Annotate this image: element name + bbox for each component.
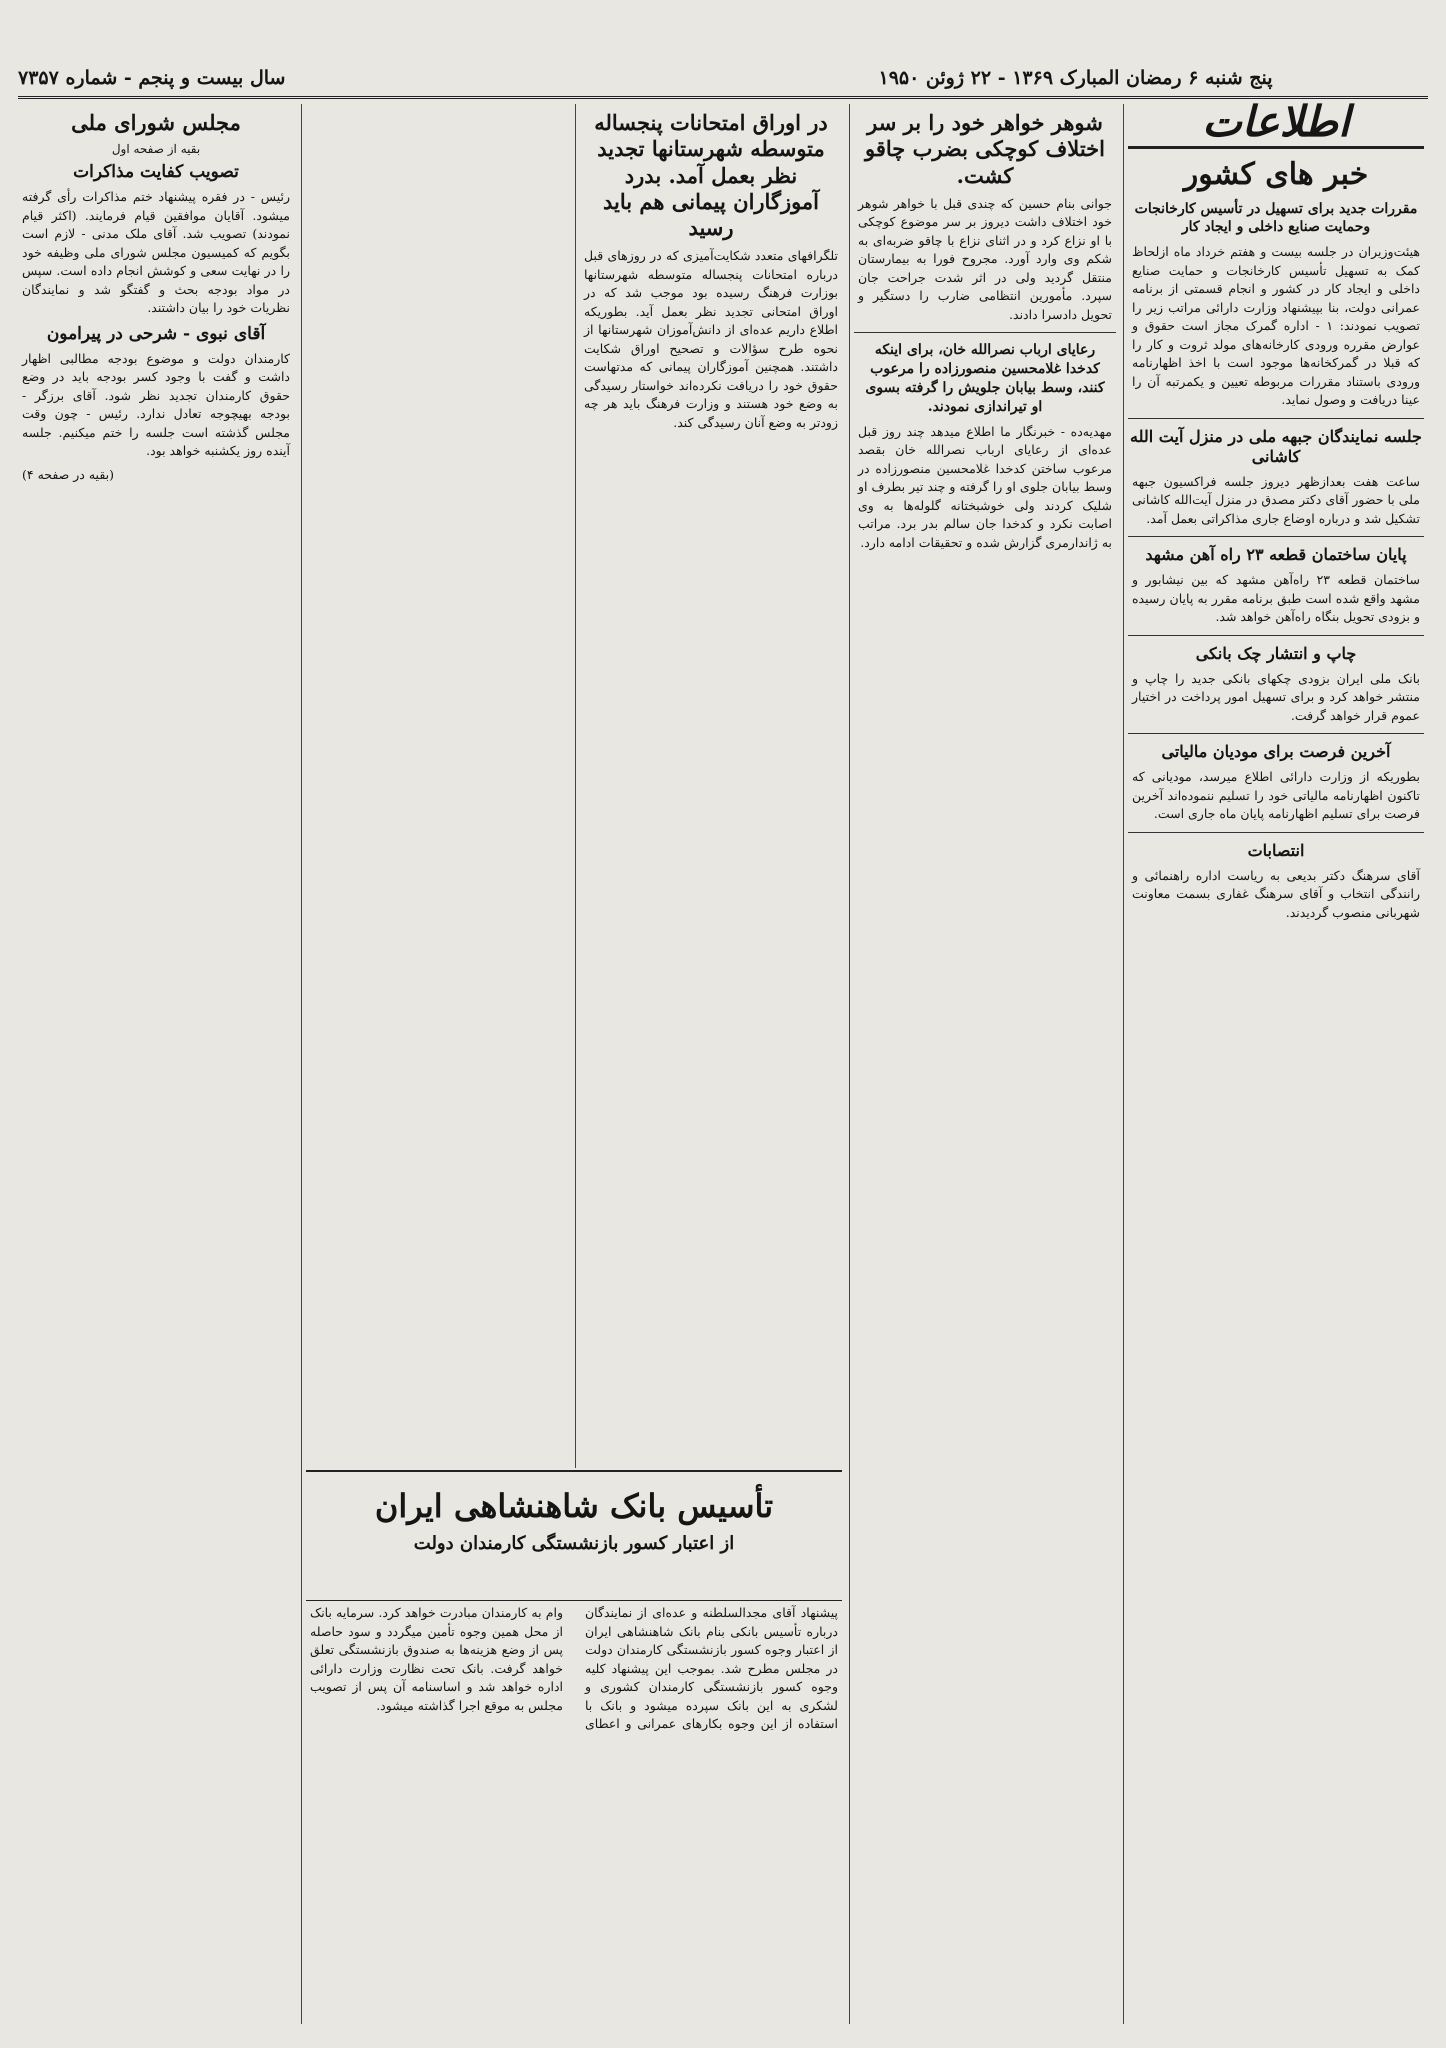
banner-bank — [306, 1470, 842, 1601]
divider — [1128, 832, 1424, 833]
article-factories: هیئت‌وزیران در جلسه بیست و هفتم خرداد ماه ازلحاظ کمک به تسهیل تأسیس کارخانجات و حمایت صنایع داخلی و ایجاد کار در کشور و انجام قسمتی از برنامه عمرانی دولت، بنا بپیشنهاد وزارت دارائی مراتب زیر را تصویب نمودند: ۱ - اداره گمرک مجاز است حقوق و عوارض مقرره ورودی کارخانه‌های مولد ثروت و کار را که قبلا در گمرکخانه‌ها موجود است با اخذ اظهارنامه ورودی باستناد مقررات مربوطه تعیین و یکمرتبه آن را عینا دریافت و وصول نماید. — [1132, 244, 1420, 408]
masthead — [1128, 96, 1424, 149]
column-rule — [849, 104, 850, 2024]
headline-national-front: جلسه نمایندگان جبهه ملی در منزل آیت الله کاشانی — [1130, 426, 1422, 466]
subheadline-imperial-bank: از اعتبار کسور بازنشستگی کارمندان دولت — [413, 1533, 735, 1554]
article-parliament-cont: کارمندان دولت و موضوع بودجه مطالبی اظهار داشت و گفت با وجود کسر بودجه باید در وضع حقوق کارمندان تجدید نظر شود. آقای برزگر - بودجه بهیچوجه تعادل ندارد. رئیس - چون وقت مجلس گذشته است جلسه را ختم میکنیم. جلسه آینده روز یکشنبه خواهد بود. — [22, 350, 290, 459]
continued-note: بقیه از صفحه اول — [111, 142, 201, 157]
headline-village-shooting: رعایای ارباب نصرالله خان، برای اینکه کدخدا غلامحسین منصورزاده را مرعوب کنند، وسط بیابان جلویش را گرفته بسوی او تیراندازی نمودند. — [865, 342, 1105, 415]
divider — [854, 332, 1116, 333]
article-appointments: آقای سرهنگ دکتر بدیعی به ریاست اداره راهنمائی و رانندگی انتخاب و آقای سرهنگ غفاری بسمت معاونت شهربانی منصوب گردیدند. — [1132, 867, 1420, 920]
column-rule — [301, 104, 302, 2024]
headline-knife-murder: شوهر خواهر خود را بر سر اختلاف کوچکی بضرب چاقو کشت. — [865, 110, 1105, 188]
divider — [1128, 733, 1424, 734]
article-parliament: رئیس - در فقره پیشنهاد ختم مذاکرات رأی گرفته میشود. آقایان موافقین قیام فرمایند. (اکثر قیام نمودند) تصویب شد. آقای ملک مدنی - لازم است بگویم که کمیسیون مجلس شورای ملی وظیفه خود را در نهایت سعی و کوشش انجام داده است. سپس در مواد بودجه بحث و گفتگو شد و نمایندگان نظریات خود را بیان داشتند. — [22, 189, 290, 316]
masthead-title: اطلاعات — [1202, 96, 1350, 146]
divider — [1128, 635, 1424, 636]
column-rule — [1123, 104, 1124, 2024]
subheadline-debate-closure: تصویب کفایت مذاکرات — [73, 162, 239, 183]
headline-appointments: انتصابات — [1247, 840, 1305, 860]
issue-volume: سال بیست و پنجم - شماره ۷۳۵۷ — [18, 67, 286, 89]
continued-on-page: (بقیه در صفحه ۴) — [22, 466, 114, 482]
headline-bank-cheque: چاپ و انتشار چک بانکی — [1195, 643, 1357, 663]
headline-railway: پایان ساختمان قطعه ۲۳ راه آهن مشهد — [1145, 545, 1407, 565]
headline-parliament: مجلس شورای ملی — [71, 110, 241, 135]
column-rule — [575, 104, 576, 1468]
column-crime — [854, 104, 1116, 1468]
divider — [1128, 418, 1424, 419]
article-railway: ساختمان قطعه ۲۳ راه‌آهن مشهد که بین نیشابور و مشهد واقع شده است طبق برنامه مقرر به پایان رسیده و بزودی تحویل بنگاه راه‌آهن خواهد شد. — [1132, 572, 1420, 625]
page-header — [18, 60, 1428, 99]
issue-date: پنج شنبه ۶ رمضان المبارک ۱۳۶۹ - ۲۲ ژوئن ۱۹۵۰ — [878, 67, 1273, 89]
article-village-shooting: مهدیه‌ده - خبرنگار ما اطلاع میدهد چند روز قبل عده‌ای از رعایای ارباب نصرالله خان بقصد مرعوب ساختن کدخدا غلامحسین منصورزاده در وسط بیابان جلوی او را گرفته و چند تیر بطرف او شلیک کردند ولی خوشبختانه گلوله‌ها به وی اصابت نکرد و کدخدا جان سالم بدر برد. مراتب به ژاندارمری گزارش شده و تحقیقات ادامه دارد. — [858, 423, 1112, 550]
article-bank-cheque: بانک ملی ایران بزودی چکهای بانکی جدید را چاپ و منتشر خواهد کرد و برای تسهیل امور پرداخت در اختیار عموم قرار خواهد گرفت. — [1132, 670, 1420, 723]
column-exams — [580, 104, 842, 1468]
headline-country-news: خبر های کشور — [1183, 157, 1369, 192]
headline-exams: در اوراق امتحانات پنجساله متوسطه شهرستانها تجدید نظر بعمل آمد. بدرد آموزگاران پیمانی هم باید رسید — [594, 110, 828, 240]
article-imperial-bank: پیشنهاد آقای مجدالسلطنه و عده‌ای از نمایندگان درباره تأسیس بانکی بنام بانک شاهنشاهی ایران از اعتبار وجوه کسور بازنشستگی کارمندان دولت در مجلس مطرح شد. بموجب این پیشنهاد کلیه وجوه کسور بازنشستگی کارمندان کشوری و لشکری به این بانک سپرده میشود و بانک با استفاده از این وجوه بکارهای عمرانی و اعطای وام به کارمندان مبادرت خواهد کرد. سرمایه بانک از محل همین وجوه تأمین میگردد و سود حاصله پس از وضع هزینه‌ها به صندوق بازنشستگی تعلق خواهد گرفت. بانک تحت نظارت وزارت دارائی اداره خواهد شد و اساسنامه آن پس از تصویب مجلس به موقع اجرا گذاشته میشود. — [310, 1605, 838, 1731]
article-knife-murder: جوانی بنام حسین که چندی قبل با خواهر شوهر خود اختلاف داشت دیروز بر سر موضوع کوچکی با او نزاع کرد و در اثنای نزاع با چاقو ضربه‌ای به شکم وی وارد آورد. مجروح فورا به بیمارستان منتقل گردید ولی در اثر شدت جراحت جان سپرد. مأمورین انتظامی ضارب را دستگیر و تحویل دادسرا دادند. — [858, 195, 1112, 322]
subheadline-nabavi: آقای نبوی - شرحی در پیرامون — [46, 323, 266, 344]
headline-imperial-bank: تأسیس بانک شاهنشاهی ایران — [374, 1487, 774, 1525]
subheadline-factories: مقررات جدید برای تسهیل در تأسیس کارخانجات وحمایت صنایع داخلی و ایجاد کار — [1134, 200, 1418, 236]
article-taxpayers: بطوریکه از وزارت دارائی اطلاع میرسد، مودیانی که تاکنون اظهارنامه مالیاتی خود را تسلیم ننموده‌اند آخرین فرصت برای تسلیم اظهارنامه پایان ماه جاری است. — [1132, 769, 1420, 822]
headline-taxpayers: آخرین فرصت برای مودیان مالیاتی — [1161, 742, 1391, 762]
column-country-news — [1128, 150, 1424, 2024]
divider — [1128, 536, 1424, 537]
article-exams: تلگرافهای متعدد شکایت‌آمیزی که در روزهای قبل درباره امتحانات پنجساله متوسطه شهرستانها بوزارت فرهنگ رسیده بود موجب شد که در اوراق امتحانی تجدید نظر بعمل آید. بطوریکه اطلاع داریم عده‌ای از دانش‌آموزان شهرستانها از نحوه طرح سؤالات و تصحیح اوراق شکایت داشتند. همچنین آموزگاران پیمانی که مدتهاست حقوق خود را دریافت نکرده‌اند خواستار رسیدگی به وضع خود هستند و وزارت فرهنگ باید هر چه زودتر به وضع آنان رسیدگی کند. — [584, 248, 838, 430]
article-national-front: ساعت هفت بعدازظهر دیروز جلسه فراکسیون جبهه ملی با حضور آقای دکتر مصدق در منزل آیت‌الله کاشانی تشکیل شد و درباره اوضاع جاری مذاکراتی بعمل آمد. — [1132, 473, 1420, 526]
column-parliament — [18, 104, 294, 2024]
article-imperial-bank-container — [306, 1604, 842, 2024]
